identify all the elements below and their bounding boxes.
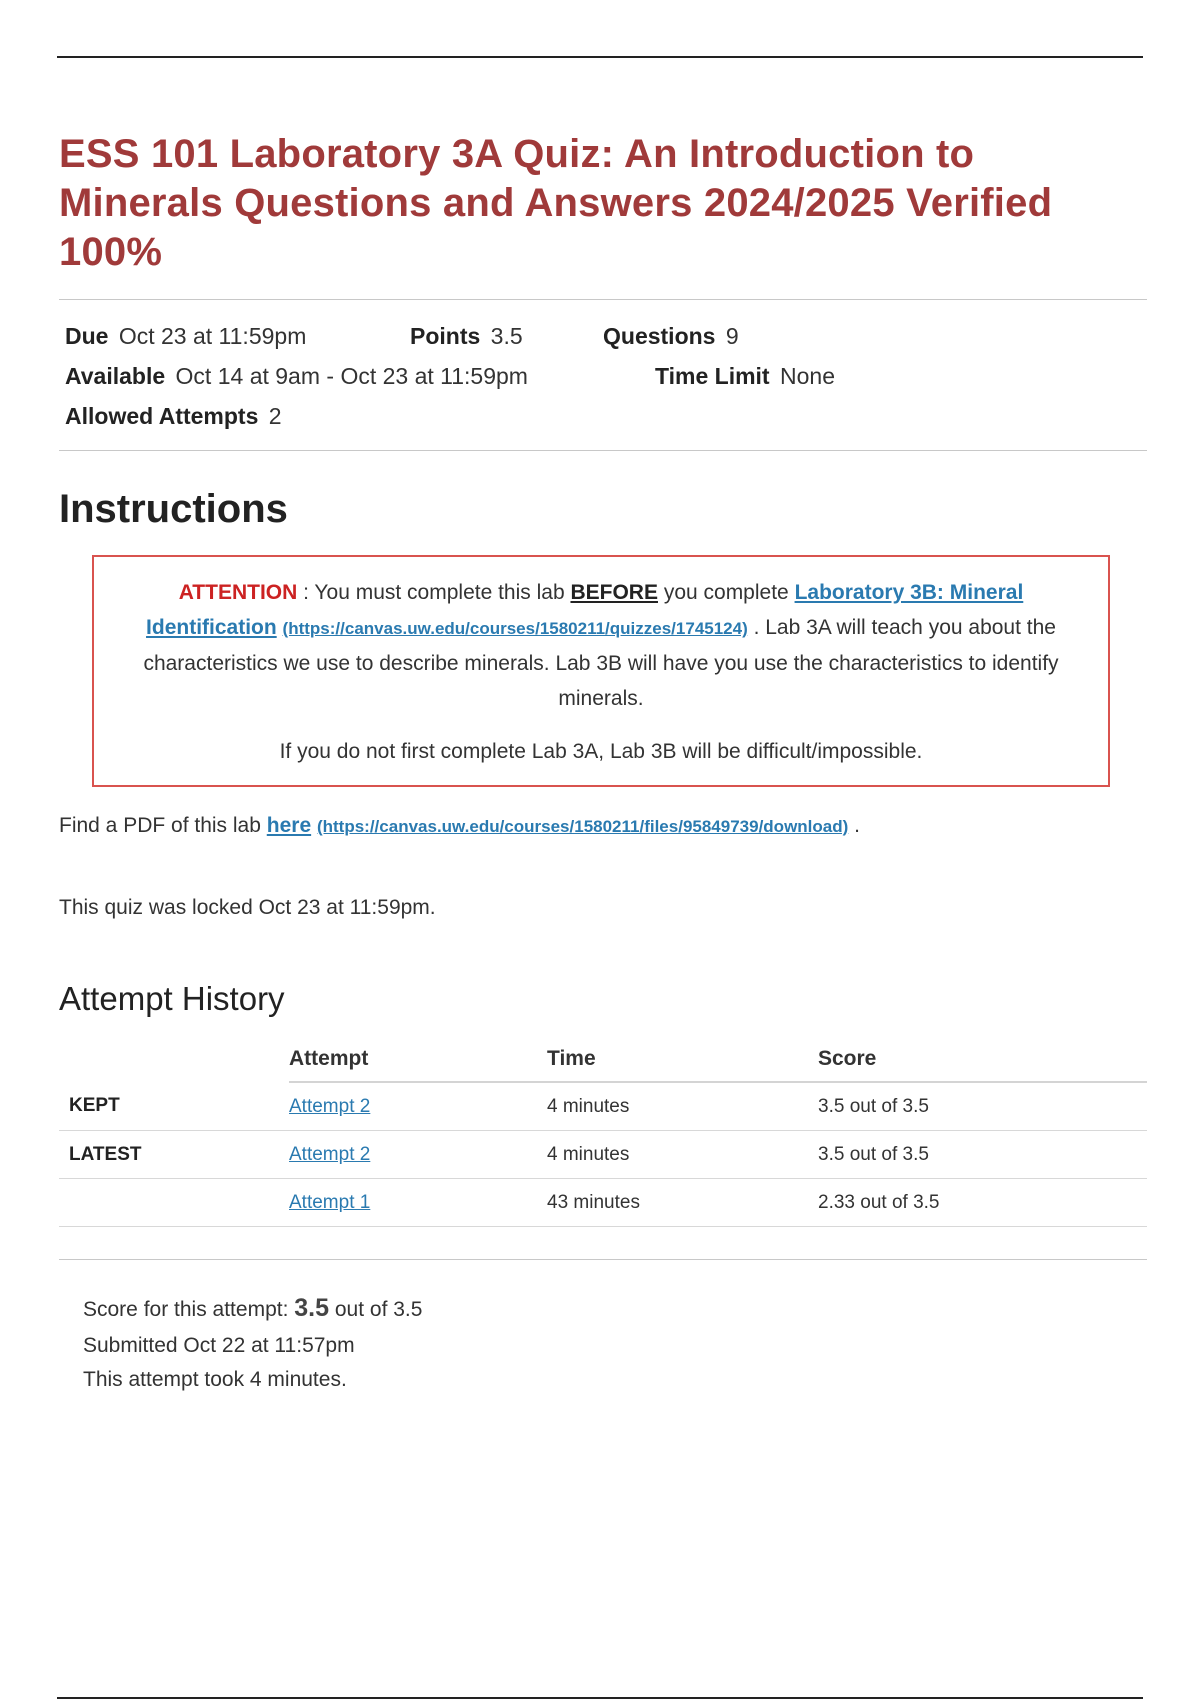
attempt-summary: [59, 1290, 1147, 1396]
questions-field: [603, 316, 739, 356]
table-row: [59, 1082, 1147, 1131]
attempt-cell: [289, 1179, 547, 1227]
allowed-attempts-field: [65, 396, 282, 436]
duration-line: This attempt took 4 minutes.: [83, 1368, 347, 1391]
instructions-heading: Instructions: [59, 487, 288, 531]
allowed-attempts-value: 2: [268, 403, 282, 429]
table-row: [59, 1179, 1147, 1227]
lab-3b-url[interactable]: (https://canvas.uw.edu/courses/1580211/quizzes/1745124): [282, 619, 748, 638]
points-label: Points: [410, 323, 481, 349]
score-cell: 2.33 out of 3.5: [818, 1179, 1147, 1227]
allowed-attempts-label: Allowed Attempts: [65, 403, 259, 429]
attempt-1-link[interactable]: Attempt 1: [289, 1191, 371, 1213]
quiz-details: [59, 300, 1147, 450]
column-header-time: Time: [547, 1037, 818, 1082]
divider: [59, 1259, 1147, 1260]
time-cell: 43 minutes: [547, 1179, 818, 1227]
due-field: [65, 316, 306, 356]
blank-header: [59, 1037, 289, 1082]
attention-word: ATTENTION: [178, 581, 298, 604]
attempt-history-heading: Attempt History: [59, 980, 285, 1017]
column-header-score: Score: [818, 1037, 1147, 1082]
attempt-cell: [289, 1082, 547, 1131]
attempt-2-link[interactable]: Attempt 2: [289, 1095, 371, 1117]
row-label-kept: KEPT: [59, 1082, 289, 1131]
table-row: [59, 1131, 1147, 1179]
time-limit-label: Time Limit: [655, 363, 770, 389]
before-word: BEFORE: [570, 581, 658, 604]
time-cell: 4 minutes: [547, 1131, 818, 1179]
pdf-url[interactable]: (https://canvas.uw.edu/courses/1580211/files/95849739/download): [316, 817, 849, 836]
due-value: Oct 23 at 11:59pm: [118, 323, 307, 349]
score-cell: 3.5 out of 3.5: [818, 1131, 1147, 1179]
score-cell: 3.5 out of 3.5: [818, 1082, 1147, 1131]
score-suffix: out of 3.5: [329, 1298, 423, 1321]
available-field: [65, 356, 528, 396]
points-field: [410, 316, 523, 356]
pdf-text: Find a PDF of this lab: [59, 814, 267, 837]
details-row-2: [65, 356, 1141, 396]
pdf-here-link[interactable]: here: [266, 814, 312, 837]
available-label: Available: [65, 363, 166, 389]
attention-paragraph: [124, 575, 1078, 716]
table-header-row: [59, 1037, 1147, 1082]
bottom-rule: [57, 1697, 1143, 1699]
submitted-line: Submitted Oct 22 at 11:57pm: [83, 1334, 355, 1357]
points-value: 3.5: [490, 323, 523, 349]
quiz-page: [59, 130, 1147, 1396]
questions-label: Questions: [603, 323, 716, 349]
column-header-attempt: Attempt: [289, 1037, 547, 1082]
score-prefix: Score for this attempt:: [83, 1298, 295, 1321]
locked-notice: This quiz was locked Oct 23 at 11:59pm.: [59, 896, 436, 919]
questions-value: 9: [725, 323, 739, 349]
available-value: Oct 14 at 9am - Oct 23 at 11:59pm: [175, 363, 528, 389]
row-label-empty: [59, 1179, 289, 1227]
attempt-cell: [289, 1131, 547, 1179]
lab-3b-link[interactable]: Laboratory 3B: Mineral Identification: [146, 581, 1024, 639]
time-limit-field: [655, 356, 835, 396]
score-line: [83, 1290, 1147, 1328]
pdf-line: [59, 809, 1147, 844]
time-cell: 4 minutes: [547, 1082, 818, 1131]
score-value: 3.5: [294, 1294, 330, 1322]
attention-text-2: you complete: [657, 581, 795, 604]
pdf-end: .: [848, 814, 860, 837]
attempt-history-table: [59, 1037, 1147, 1227]
warning-paragraph: If you do not first complete Lab 3A, Lab 3B will be difficult/impossible.: [279, 740, 923, 763]
due-label: Due: [65, 323, 109, 349]
attention-text-3: . Lab 3A will teach you about the characteristics we use to describe minerals. Lab 3B will have you use the characteristics to identify minerals.: [143, 616, 1059, 710]
attempt-2-link[interactable]: Attempt 2: [289, 1143, 371, 1165]
top-rule: [57, 56, 1143, 58]
attention-text-1: : You must complete this lab: [297, 581, 571, 604]
row-label-latest: LATEST: [59, 1131, 289, 1179]
divider: [59, 450, 1147, 451]
attention-notice: [92, 555, 1110, 787]
page-title: ESS 101 Laboratory 3A Quiz: An Introduction to Minerals Questions and Answers 2024/2025 Verified 100%: [59, 132, 1053, 274]
details-row-3: [65, 396, 1141, 436]
time-limit-value: None: [780, 363, 835, 389]
details-row-1: [65, 316, 1141, 356]
